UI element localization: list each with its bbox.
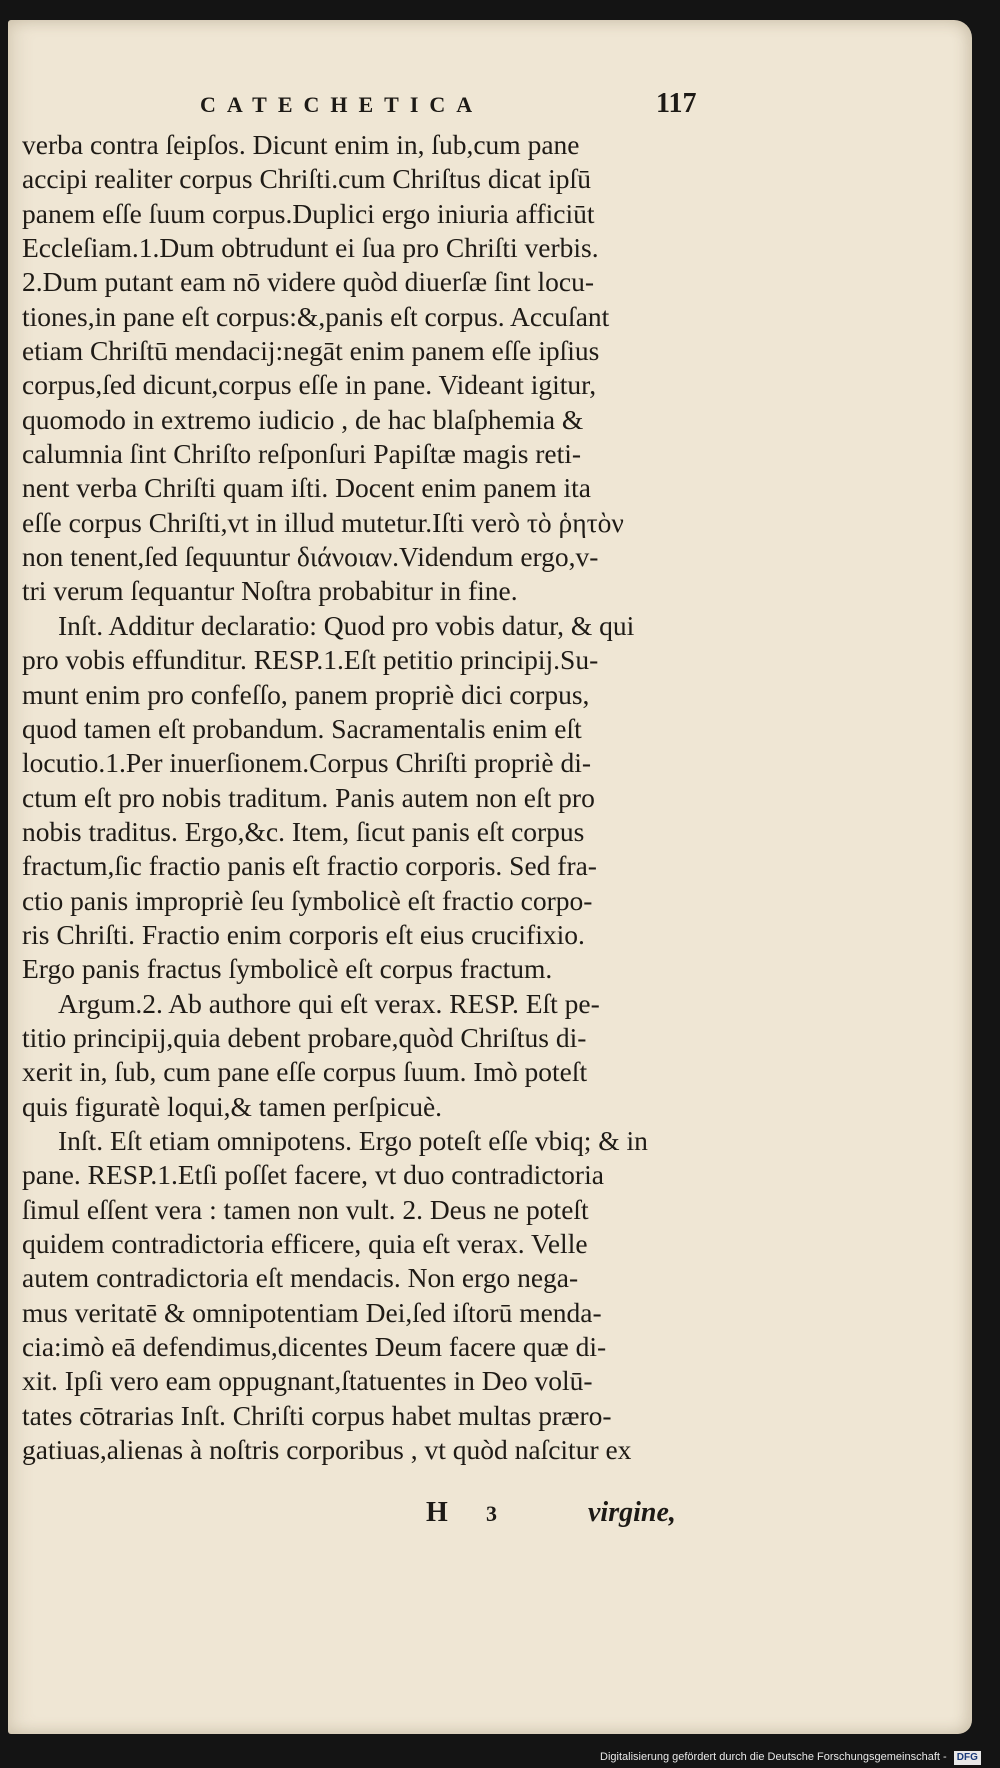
text-line: panem eſſe ſuum corpus.Duplici ergo iniuria afficiūt [22,197,595,229]
text-line: quomodo in extremo iudicio , de hac blaſphemia & [22,403,584,435]
text-line: etiam Chriſtū mendacij:negāt enim panem eſſe ipſius [22,335,600,367]
text-line: quis figuratè loqui,& tamen perſpicuè. [22,1090,443,1122]
text-line: calumnia ſint Chriſto reſponſuri Papiſtæ magis reti- [22,438,582,470]
text-line: Inſt. Additur declaratio: Quod pro vobis datur, & qui [58,609,635,641]
text-line: ctum eſt pro nobis traditum. Panis autem non eſt pro [22,781,595,813]
text-line: xerit in, ſub, cum pane eſſe corpus ſuum. Imò poteſt [22,1056,588,1088]
text-line: Ergo panis fractus ſymbolicè eſt corpus fractum. [22,953,553,985]
text-line: quod tamen eſt probandum. Sacramentalis enim eſt [22,712,582,744]
text-line: autem contradictoria eſt mendacis. Non ergo nega- [22,1262,579,1294]
catchword: virgine, [588,1497,676,1528]
text-line: tiones,in pane eſt corpus:&,panis eſt corpus. Accuſant [22,300,610,332]
text-line: Inſt. Eſt etiam omnipotens. Ergo poteſt eſſe vbiq; & in [58,1124,648,1156]
text-line: accipi realiter corpus Chriſti.cum Chriſtus dicat ipſū [22,163,591,195]
text-line: munt enim pro confeſſo, panem propriè dici corpus, [22,678,590,710]
dfg-logo: DFG [954,1751,981,1765]
text-line: gatiuas,alienas à noſtris corporibus , vt quòd naſcitur ex [22,1434,632,1466]
credit-text: Digitalisierung gefördert durch die Deutsche Forschungsgemeinschaft - [600,1751,947,1763]
text-line: pane. RESP.1.Etſi poſſet facere, vt duo contradictoria [22,1159,604,1191]
signature-line [0,1497,1000,1537]
signature-number: 3 [486,1501,497,1526]
text-line: non tenent,ſed ſequuntur διάνοιαν.Videndum ergo,v- [22,541,599,573]
text-line: nent verba Chriſti quam iſti. Docent enim panem ita [22,472,591,504]
page-number: 117 [656,88,697,119]
text-line: titio principij,quia debent probare,quòd Chriſtus di- [22,1021,587,1053]
text-line: ctio panis impropriè ſeu ſymbolicè eſt fractio corpo- [22,884,593,916]
text-line: locutio.1.Per inuerſionem.Corpus Chriſti propriè di- [22,747,592,779]
text-line: tates cōtrarias Inſt. Chriſti corpus habet multas præro- [22,1399,612,1431]
text-line: tri verum ſequantur Noſtra probabitur in fine. [22,575,518,607]
running-title: CATECHETICA [200,92,484,117]
digitization-credit [600,1748,981,1766]
body-text [22,128,698,1467]
text-line: corpus,ſed dicunt,corpus eſſe in pane. Videant igitur, [22,369,597,401]
text-line: 2.Dum putant eam nō videre quòd diuerſæ ſint locu- [22,266,595,298]
text-line: mus veritatē & omnipotentiam Dei,ſed iſtorū menda- [22,1296,602,1328]
text-line: cia:imò eā defendimus,dicentes Deum facere quæ di- [22,1331,607,1363]
text-line: ſimul eſſent vera : tamen non vult. 2. Deus ne poteſt [22,1193,589,1225]
text-line: nobis traditus. Ergo,&c. Item, ſicut panis eſt corpus [22,815,585,847]
text-line: quidem contradictoria efficere, quia eſt verax. Velle [22,1228,588,1259]
text-line: ris Chriſti. Fractio enim corporis eſt eius crucifixio. [22,918,585,950]
text-line: verba contra ſeipſos. Dicunt enim in, ſub,cum pane [22,129,580,160]
text-line: xit. Ipſi vero eam oppugnant,ſtatuentes in Deo volū- [22,1365,593,1397]
text-line: fractum,ſic fractio panis eſt fractio corporis. Sed fra- [22,850,597,882]
signature-mark: H [426,1497,448,1528]
text-line: Eccleſiam.1.Dum obtrudunt ei ſua pro Chriſti verbis. [22,232,599,264]
text-line: Argum.2. Ab authore qui eſt verax. RESP. Eſt pe- [58,987,600,1019]
text-line: pro vobis effunditur. RESP.1.Eſt petitio principij.Su- [22,644,599,676]
text-line: eſſe corpus Chriſti,vt in illud mutetur.Iſti verò τὸ ῥητὸν [22,506,624,538]
